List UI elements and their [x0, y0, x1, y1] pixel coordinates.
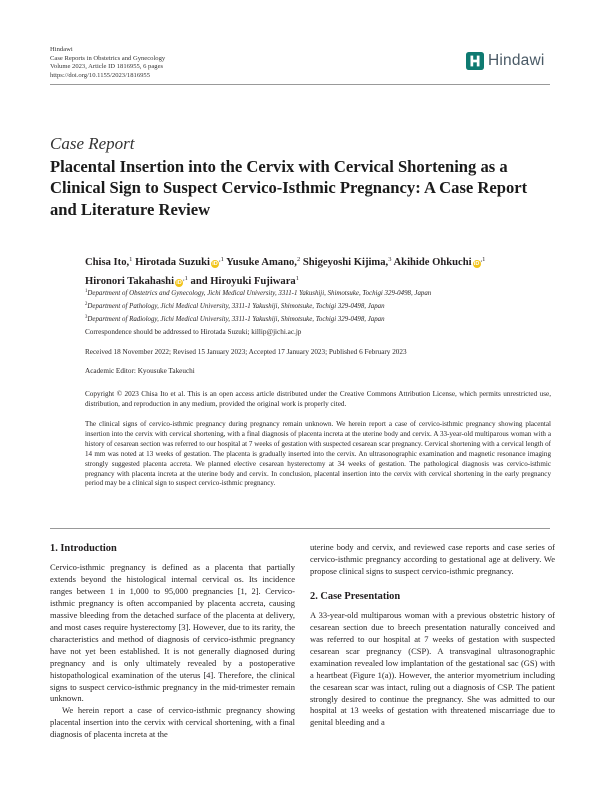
copyright-notice: Copyright © 2023 Chisa Ito et al. This is an open access article distributed under the Creative Commons Attribution License, which permits unrestricted use, distribution, and reproduction in any medium, provided the original work is properly cited. — [85, 390, 551, 408]
right-column — [310, 542, 555, 729]
author-affiliation: ,1 — [480, 256, 486, 263]
left-column — [50, 542, 295, 741]
volume-info: Volume 2023, Article ID 1816955, 6 pages — [50, 63, 164, 71]
publisher-name: Hindawi — [50, 46, 73, 53]
author-affiliation: ,1 — [218, 256, 224, 263]
author-name: Akihide Ohkuchi — [393, 257, 472, 268]
affiliation — [85, 286, 431, 299]
author-name: Hironori Takahashi — [85, 275, 175, 287]
paragraph-continued: uterine body and cervix, and reviewed case reports and case series of cervico-isthmic pregnancy according to gestational age at delivery. We propose clinical signs to suspect cervico-isthmic pregnancy. — [310, 542, 555, 576]
hindawi-logo-icon — [466, 52, 484, 70]
affiliation — [85, 312, 431, 325]
author-name: and Hiroyuki Fujiwara — [190, 275, 296, 287]
author-affiliation: 2 — [296, 256, 301, 263]
hindawi-logo-text: Hindawi — [488, 52, 545, 69]
publication-dates: Received 18 November 2022; Revised 15 January 2023; Accepted 17 January 2023; Published 6 February 2023 — [85, 348, 407, 356]
paragraph: A 33-year-old multiparous woman with a previous obstetric history of cesarean section due to breech presentation naturally conceived and was referred to our hospital at 7 weeks of gestation with suspected cesarean scar pregnancy (CSP). A transvaginal ultrasonographic examination revealed low implantation of the gestational sac (GS) with a heartbeat (Figure 1(a)). However, the anterior myometrium including the cesarean scar was intact, ruling out a diagnosis of CSP. The patient strongly desired to continue the pregnancy. She was admitted to our hospital at 13 weeks of gestation with threatened miscarriage due to genital bleeding and a — [310, 609, 555, 728]
author-affiliation: ,1 — [183, 274, 188, 282]
hindawi-logo[interactable] — [466, 52, 545, 70]
article-title: Placental Insertion into the Cervix with Cervical Shortening as a Clinical Sign to Suspect Cervico-Isthmic Pregnancy: A Case Report and Literature Review — [50, 157, 528, 219]
author[interactable] — [85, 276, 188, 287]
paragraph: Cervico-isthmic pregnancy is defined as a placenta that partially extends beyond the histological internal cervical os. Its incidence ranges between 1 in 1,000 to 95,000 pregnancies [1, 2]. Cervico-isthmic pregnancy is often accompanied by placenta accreta, causing massive bleeding from the detached surface of the placenta at delivery, and most cases require hysterectomy [3]. However, due to its rarity, the characteristics and method of diagnosis of cervico-isthmic pregnancy have not yet been established. It is not generally diagnosed during pregnancy and is only ultimately revealed by a postoperative histopathological examination of the uterus [4]. Therefore, the clinical signs to suspect cervico-isthmic pregnancy in the mid-trimester remain unknown. — [50, 562, 295, 704]
doi-link[interactable]: https://doi.org/10.1155/2023/1816955 — [50, 71, 151, 79]
journal-meta — [50, 46, 165, 80]
correspondence: Correspondence should be addressed to Hirotada Suzuki; killip@jichi.ac.jp — [85, 328, 302, 336]
section-gap — [310, 578, 555, 590]
affiliation-number: 1 — [85, 289, 88, 294]
header-divider — [50, 84, 550, 85]
author[interactable] — [226, 257, 300, 268]
article-type: Case Report — [50, 134, 135, 153]
author-name: Hirotada Suzuki — [135, 257, 210, 268]
author-affiliation: 3 — [388, 256, 392, 263]
journal-name: Case Reports in Obstetrics and Gynecology — [50, 54, 166, 62]
author[interactable] — [135, 257, 224, 268]
author-list — [85, 252, 555, 289]
affiliation-list — [85, 286, 431, 325]
affiliation — [85, 299, 431, 312]
author[interactable] — [191, 276, 299, 287]
academic-editor: Academic Editor: Kyousuke Takeuchi — [85, 367, 195, 375]
paragraph: We herein report a case of cervico-isthmic pregnancy showing placental insertion into the cervix with cervical shortening, with a final diagnosis of placenta increta at the — [50, 705, 295, 740]
author-affiliation: 1 — [129, 256, 133, 263]
abstract-divider — [50, 528, 550, 529]
affiliation-text: Department of Obstetrics and Gynecology, Jichi Medical University, 3311-1 Yakushiji, Shimotsuke, Tochigi 329-0498, Japan — [87, 290, 432, 297]
author-name: Shigeyoshi Kijima, — [302, 257, 389, 268]
author-name: Chisa Ito, — [85, 257, 130, 268]
affiliation-number: 2 — [85, 302, 88, 307]
author[interactable] — [303, 257, 392, 268]
orcid-icon[interactable]: iD — [473, 261, 480, 267]
author[interactable] — [394, 257, 486, 268]
orcid-icon[interactable]: iD — [212, 261, 218, 267]
orcid-icon[interactable]: iD — [176, 279, 182, 286]
author[interactable] — [85, 257, 132, 268]
affiliation-number: 3 — [85, 315, 88, 320]
abstract: The clinical signs of cervico-isthmic pregnancy during pregnancy remain unknown. We herein report a case of cervico-isthmic pregnancy showing placental insertion into the cervix with cervical shortening, with a final diagnosis of placenta increta at the uterine body and cervix. A 33-year-old multiparous woman with a history of cesarean section was referred to our hospital at 7 weeks of gestation with suspected cesarean scar pregnancy. Cervical shortening with a cervical length of 14 mm was noted at 13 weeks of gestation. The placenta is gradually inserted into the cervix. An ultrasonographic examination and magnetic resonance imaging strongly suggested placenta accreta. We planned elective cesarean hysterectomy at 34 weeks of gestation. The pathological diagnosis was cervico-isthmic pregnancy with placenta increta at the uterine body and cervix. In conclusion, placental insertion into the cervix with cervical shortening in the early pregnancy period may be a clinical sign to suspect cervico-isthmic pregnancy. — [85, 420, 551, 488]
affiliation-text: Department of Pathology, Jichi Medical University, 3311-1 Yakushiji, Shimotsuke, Tochigi 329-0498, Japan — [87, 303, 385, 310]
author-affiliation: 1 — [295, 274, 299, 282]
section-heading-introduction: 1. Introduction — [50, 543, 117, 554]
author-name: Yusuke Amano, — [226, 257, 297, 268]
section-heading-case-presentation: 2. Case Presentation — [310, 590, 401, 602]
affiliation-text: Department of Radiology, Jichi Medical University, 3311-1 Yakushiji, Shimotsuke, Tochigi 329-0498, Japan — [87, 316, 385, 323]
